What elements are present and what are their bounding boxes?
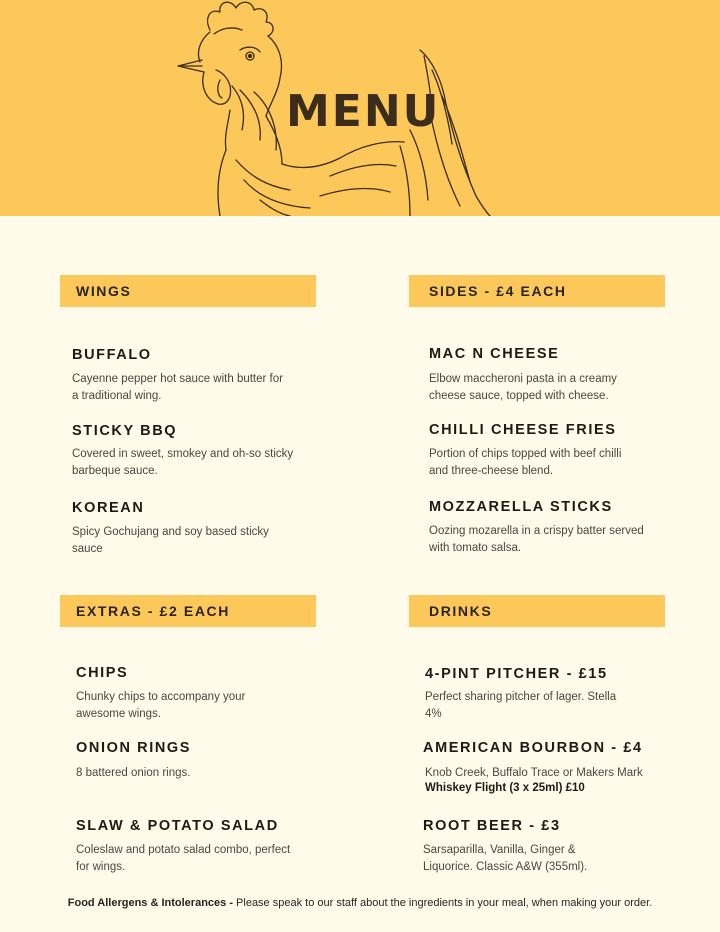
menu-item-name: ROOT BEER - £3 xyxy=(423,818,561,834)
section-header-sides xyxy=(409,275,665,307)
section-title: SIDES - £4 EACH xyxy=(429,283,567,299)
menu-item-name: AMERICAN BOURBON - £4 xyxy=(423,740,643,756)
section-title: EXTRAS - £2 EACH xyxy=(76,603,230,619)
menu-item-description: Coleslaw and potato salad combo, perfect for wings. xyxy=(76,844,291,873)
menu-item-description: Spicy Gochujang and soy based sticky sauce xyxy=(72,526,269,555)
section-header-extras xyxy=(60,595,316,627)
menu-item-description: Covered in sweet, smokey and oh-so sticky barbeque sauce. xyxy=(72,448,294,477)
menu-item-name: SLAW & POTATO SALAD xyxy=(76,818,279,834)
allergen-notice xyxy=(0,897,720,909)
menu-item-description: Elbow maccheroni pasta in a creamy cheese sauce, topped with cheese. xyxy=(429,373,617,402)
menu-item-description: Portion of chips topped with beef chilli and three-cheese blend. xyxy=(429,448,622,477)
menu-item-description: Oozing mozarella in a crispy batter served with tomato salsa. xyxy=(429,525,644,554)
section-header-drinks xyxy=(409,595,665,627)
menu-item-description: Cayenne pepper hot sauce with butter for a traditional wing. xyxy=(72,373,283,402)
menu-item-description: Knob Creek, Buffalo Trace or Makers Mark xyxy=(425,767,643,779)
menu-item-description: Sarsaparilla, Vanilla, Ginger & Liquorice. Classic A&W (355ml). xyxy=(423,844,588,873)
section-header-wings xyxy=(60,275,316,307)
menu-item-name: MOZZARELLA STICKS xyxy=(429,499,613,515)
section-title: DRINKS xyxy=(429,603,493,619)
allergen-notice-text: Please speak to our staff about the ingredients in your meal, when making your order. xyxy=(232,897,653,909)
allergen-notice-label: Food Allergens & Intolerances - xyxy=(67,897,233,909)
menu-item-name: ONION RINGS xyxy=(76,740,192,756)
menu-item-name: MAC N CHEESE xyxy=(429,346,560,362)
menu-item-highlight: Whiskey Flight (3 x 25ml) £10 xyxy=(425,782,585,794)
menu-item-description: 8 battered onion rings. xyxy=(76,767,191,779)
page-title: MENU xyxy=(286,86,441,137)
menu-item-name: 4-PINT PITCHER - £15 xyxy=(425,666,608,682)
menu-item-name: CHILLI CHEESE FRIES xyxy=(429,422,617,438)
menu-item-description: Chunky chips to accompany your awesome wings. xyxy=(76,691,246,720)
menu-item-name: STICKY BBQ xyxy=(72,423,178,439)
menu-item-name: KOREAN xyxy=(72,500,145,516)
menu-item-name: CHIPS xyxy=(76,665,129,681)
section-title: WINGS xyxy=(76,283,132,299)
menu-item-name: BUFFALO xyxy=(72,347,152,363)
menu-item-description: Perfect sharing pitcher of lager. Stella 4% xyxy=(425,691,617,720)
